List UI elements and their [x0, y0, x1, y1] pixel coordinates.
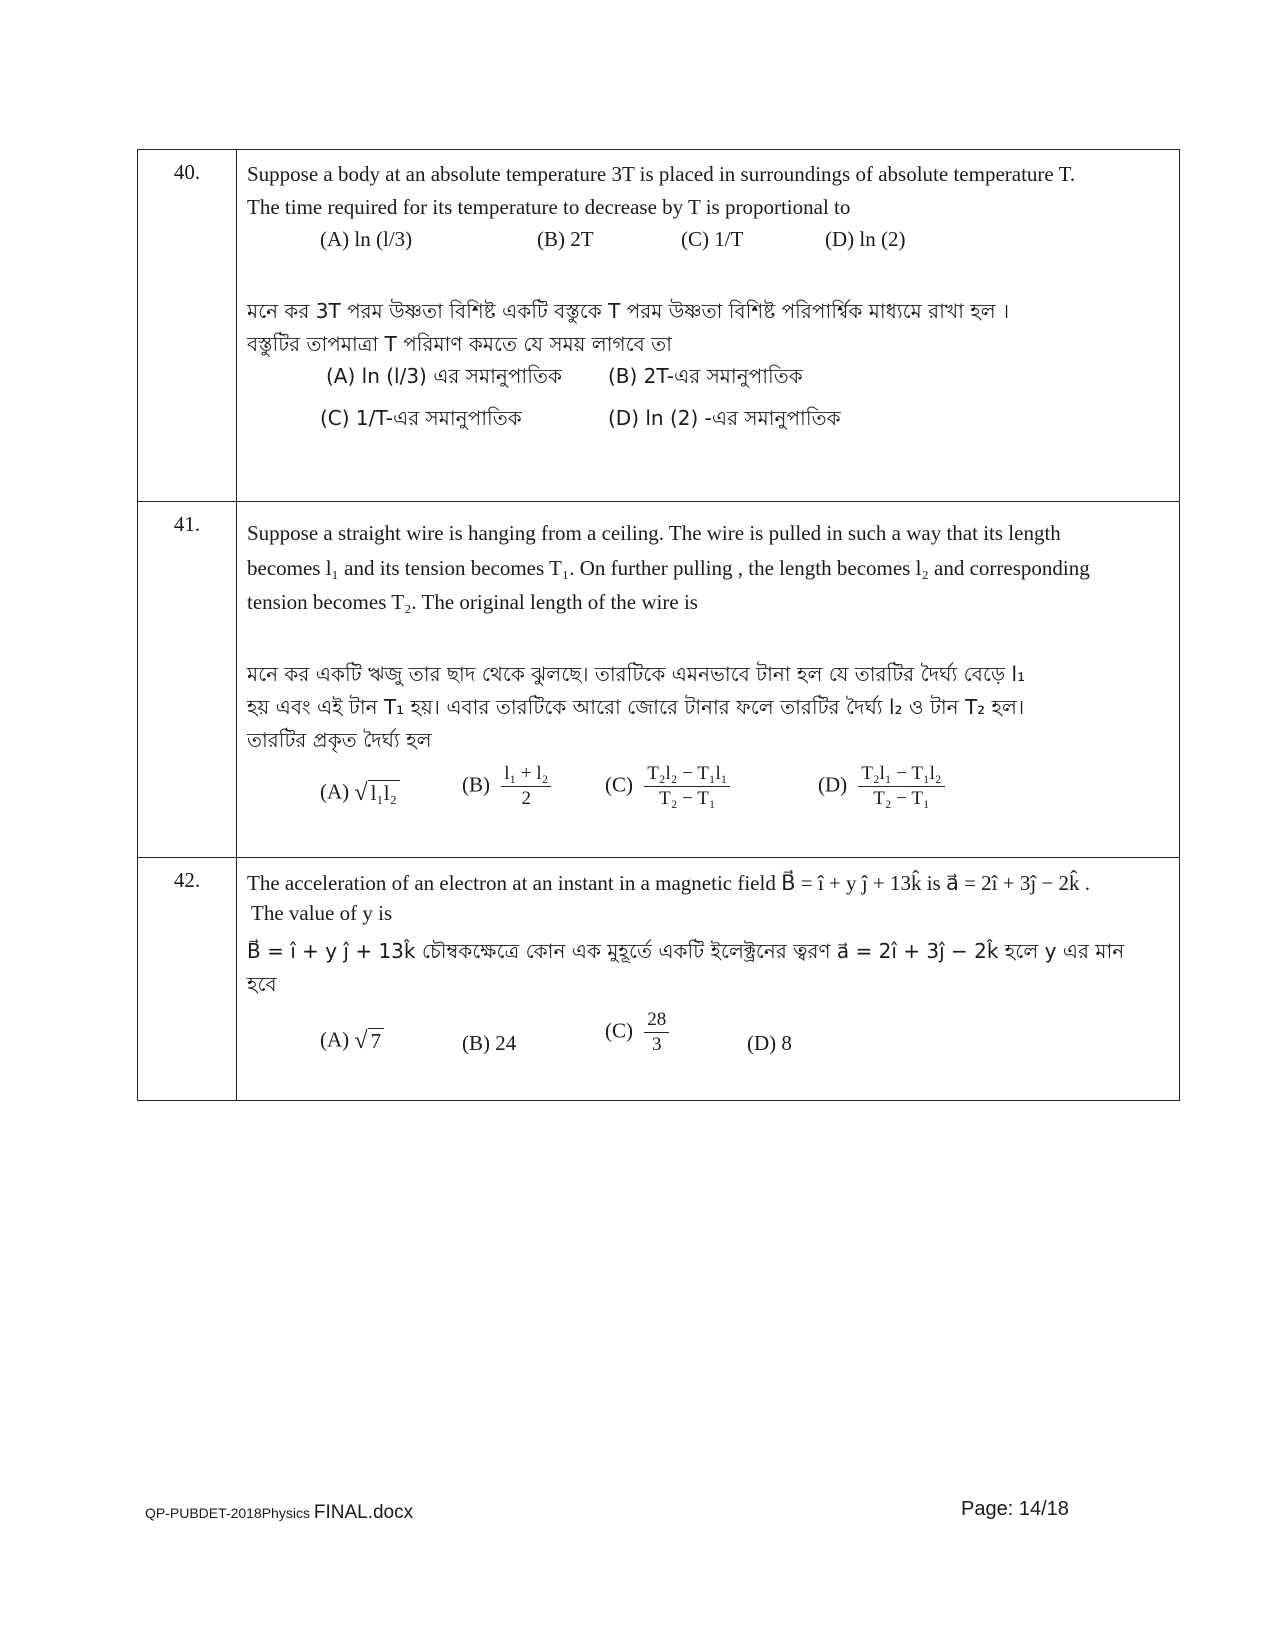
question-text-line: Suppose a straight wire is hanging from a ceiling. The wire is pulled in such a way that its length — [247, 521, 1061, 545]
question-table — [137, 149, 1180, 1101]
option-label: (C) — [605, 1018, 633, 1043]
option-d: (D) ln (2) — [825, 227, 906, 252]
option-label: (B) — [462, 772, 490, 797]
option-label: (D) — [818, 772, 848, 797]
square-root — [354, 775, 399, 812]
footer-filename-suffix: FINAL.docx — [313, 1502, 414, 1523]
radical-sign-icon: √ — [354, 779, 368, 806]
question-row-41 — [138, 502, 1180, 858]
radical-sign-icon: √ — [354, 1027, 368, 1054]
denominator: 3 — [652, 1033, 662, 1055]
question-number: 40. — [138, 150, 237, 502]
option-b: (B) 2T — [537, 227, 594, 252]
footer-filename — [145, 1502, 413, 1524]
option-a — [320, 775, 400, 812]
option-b: (B) 24 — [462, 1030, 517, 1055]
question-text-line: Suppose a body at an absolute temperature 3T is placed in surroundings of absolute temperature T. — [247, 162, 1076, 186]
question-row-40 — [138, 150, 1180, 502]
radicand: 7 — [368, 1028, 385, 1053]
denominator: T₂ − T₁ — [873, 787, 930, 809]
numerator: T₂l₁ − T₁l₂ — [858, 763, 944, 787]
denominator: 2 — [521, 787, 532, 809]
option-a: (A) ln (l/3) — [320, 227, 413, 252]
option-b-bengali: (B) 2T-এর সমানুপাতিক — [608, 364, 803, 389]
option-a — [320, 1023, 384, 1060]
option-d — [818, 763, 945, 811]
question-text-bengali: তারটির প্রকৃত দৈর্ঘ্য হল — [247, 727, 432, 752]
fraction — [858, 763, 944, 811]
question-text-line: The acceleration of an electron at an instant in a magnetic field B⃗ = î + y ĵ + 13k̂ is a⃗ = 2î + 3ĵ − 2k̂ . — [247, 871, 1091, 895]
question-text-bengali: মনে কর একটি ঋজু তার ছাদ থেকে ঝুলছে। তারটিকে এমনভাবে টানা হল যে তারটির দৈর্ঘ্য বেড়ে l₁ — [247, 661, 1026, 686]
numerator: 28 — [644, 1009, 669, 1033]
square-root — [354, 1023, 384, 1060]
question-body — [237, 150, 1180, 502]
question-text-line: tension becomes T₂. The original length of the wire is — [247, 590, 698, 615]
footer-filename-prefix: QP-PUBDET-2018Physics — [145, 1505, 310, 1521]
option-c — [605, 763, 730, 811]
options-row-formulas — [247, 763, 1165, 833]
question-body — [237, 502, 1180, 858]
fraction — [644, 763, 730, 811]
option-a-bengali: (A) ln (l/3) এর সমানুপাতিক — [326, 364, 562, 389]
question-row-42 — [138, 858, 1180, 1101]
option-label: (A) — [320, 779, 350, 804]
option-c: (C) 1/T — [681, 227, 744, 252]
options-row-english — [247, 223, 1165, 261]
fraction — [501, 763, 551, 811]
question-text-line: The time required for its temperature to decrease by T is proportional to — [247, 194, 851, 219]
options-row-bengali-2 — [247, 403, 1165, 441]
fraction — [644, 1009, 669, 1057]
question-text-line: The value of y is — [251, 901, 393, 926]
question-text-bengali: হবে — [247, 971, 277, 996]
option-b — [462, 763, 551, 811]
option-c-bengali: (C) 1/T-এর সমানুপাতিক — [320, 406, 522, 431]
question-text-bengali: বস্তুটির তাপমাত্রা T পরিমাণ কমতে যে সময় লাগবে তা — [247, 332, 672, 357]
footer-page-number: Page: 14/18 — [961, 1498, 1069, 1520]
option-label: (C) — [605, 772, 633, 797]
denominator: T₂ − T₁ — [659, 787, 716, 809]
option-c — [605, 1009, 669, 1057]
numerator: T₂l₂ − T₁l₁ — [644, 763, 730, 787]
options-row-formulas — [247, 1009, 1165, 1075]
question-number: 41. — [138, 502, 237, 858]
question-text-bengali: হয় এবং এই টান T₁ হয়। এবার তারটিকে আরো জোরে টানার ফলে তারটির দৈর্ঘ্য l₂ ও টান T₂ হল। — [247, 694, 1025, 719]
question-number: 42. — [138, 858, 237, 1101]
numerator: l₁ + l₂ — [501, 763, 551, 787]
question-text-bengali: মনে কর 3T পরম উষ্ণতা বিশিষ্ট একটি বস্তুকে T পরম উষ্ণতা বিশিষ্ট পরিপার্শ্বিক মাধ্যমে রাখা হল । — [247, 299, 1010, 324]
question-text-line: becomes l₁ and its tension becomes T₁. On further pulling , the length becomes l₂ and corresponding — [247, 555, 1090, 580]
question-text-bengali: B⃗ = î + y ĵ + 13k̂ চৌম্বকক্ষেত্রে কোন এক মুহূর্তে একটি ইলেক্ট্রনের ত্বরণ a⃗ = 2î + 3ĵ − 2k̂ হলে y এর মান — [247, 938, 1125, 963]
option-d-bengali: (D) ln (2) -এর সমানুপাতিক — [608, 406, 841, 431]
question-body — [237, 858, 1180, 1101]
radicand: l₁l₂ — [368, 780, 400, 805]
options-row-bengali-1 — [247, 361, 1165, 403]
option-d: (D) 8 — [747, 1030, 792, 1055]
option-label: (A) — [320, 1027, 350, 1052]
